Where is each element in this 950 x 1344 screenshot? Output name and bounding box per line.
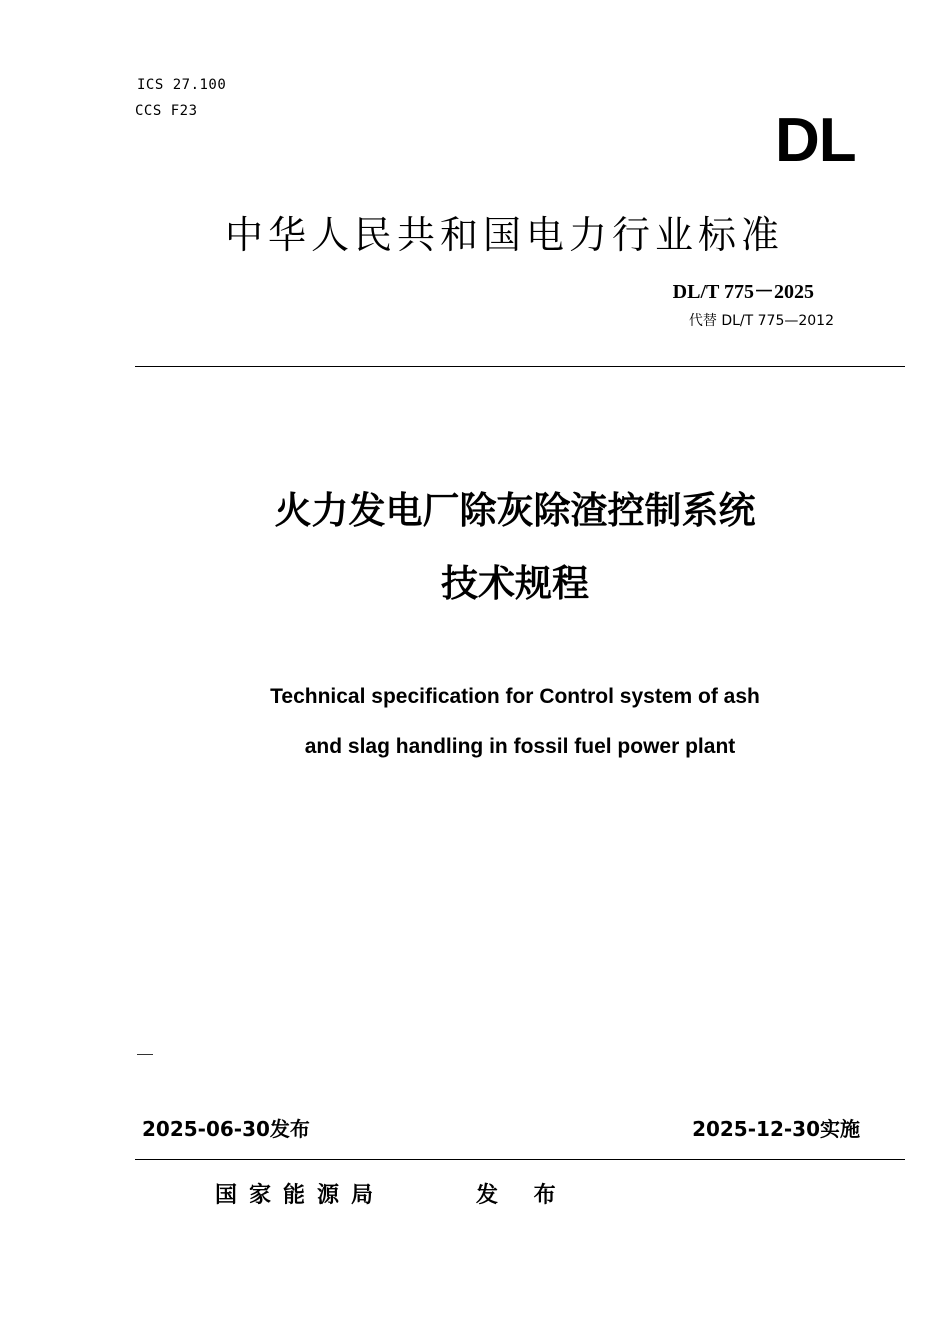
top-divider — [135, 366, 905, 367]
issue-label: 发 布 — [476, 1183, 570, 1208]
bottom-divider — [135, 1159, 905, 1160]
ccs-code: CCS F23 — [135, 103, 198, 119]
dash-mark — [137, 1054, 153, 1055]
document-title-cn-line2: 技术规程 — [441, 562, 589, 605]
standard-category-title: 中华人民共和国电力行业标准 — [225, 213, 785, 257]
implementation-date: 2025-12-30实施 — [692, 1117, 860, 1141]
issuing-authority: 国家能源局 — [215, 1183, 386, 1208]
replaces-standard: 代替 DL/T 775—2012 — [688, 313, 834, 329]
standard-number: DL/T 775－2025 — [672, 281, 814, 303]
dl-logo: DL — [775, 106, 856, 175]
document-title-en-line1: Technical specification for Control system of ash — [270, 685, 760, 708]
issue-date: 2025-06-30发布 — [142, 1117, 310, 1141]
document-title-en-line2: and slag handling in fossil fuel power plant — [304, 735, 736, 758]
document-title-cn-line1: 火力发电厂除灰除渣控制系统 — [274, 489, 756, 532]
ics-code: ICS 27.100 — [137, 77, 227, 93]
